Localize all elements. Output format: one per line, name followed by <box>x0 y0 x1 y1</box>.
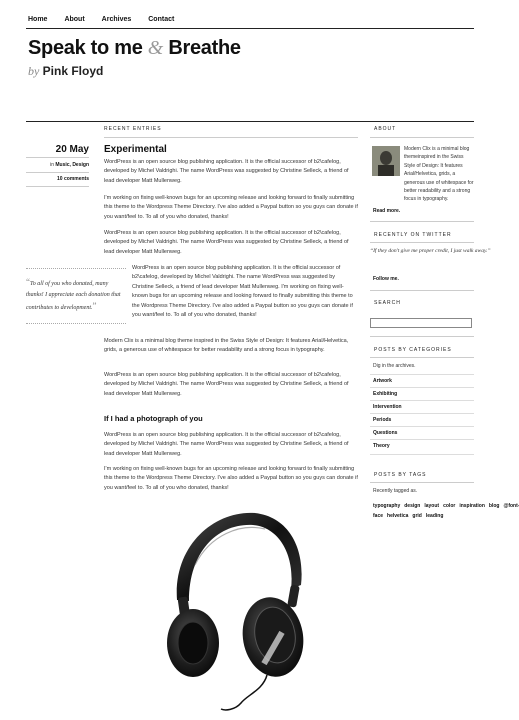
post-categories-links[interactable]: Music, Design <box>55 162 89 168</box>
post-paragraph-8: I'm working on fixing well-known bugs for an upcoming release and looking forward to finally submitting this theme to the Wordpress Theme Directory. I've also added a Paypal button so you guys can donate if you want/feel to. To all of you who donated, thanks! <box>104 466 358 491</box>
nav-divider <box>26 28 474 29</box>
category-divider-0 <box>370 374 474 375</box>
category-artwork-link[interactable]: Artwork <box>373 378 392 384</box>
category-divider-5 <box>370 439 474 440</box>
byline-by: by <box>28 64 40 78</box>
category-questions-link[interactable]: Questions <box>373 430 398 436</box>
search-heading: SEARCH <box>374 300 401 306</box>
search-end-divider <box>370 336 474 337</box>
post-paragraph-3: WordPress is an open source blog publishing application. It is the official successor of b2\cafelog, developed by Michel Valdrighi. The name WordPress was suggested by Christine Selleck, a friend of lead developer Matt Mullenweg. <box>104 230 349 255</box>
tag-link[interactable]: typography <box>373 503 401 509</box>
site-title[interactable] <box>28 37 241 60</box>
post-subheading: If I had a photograph of you <box>104 414 203 423</box>
tag-link[interactable]: grid <box>412 512 422 519</box>
site-title-part1: Speak to me <box>28 37 143 59</box>
header-divider <box>26 121 474 122</box>
post-comments <box>26 176 89 182</box>
category-intervention-link[interactable]: Intervention <box>373 404 402 410</box>
tweet-text: If they don't give me proper credit, I just walk away. <box>373 248 488 254</box>
tag-link[interactable]: inspiration <box>459 503 485 509</box>
entries-divider <box>104 137 358 138</box>
avatar-photo-icon <box>372 146 400 176</box>
meta-divider-3 <box>26 186 89 187</box>
about-end-divider <box>370 221 474 222</box>
byline-author: Pink Floyd <box>42 64 104 78</box>
site-byline <box>28 64 103 79</box>
twitter-divider <box>370 242 474 243</box>
categories-intro: Dig in the archives. <box>373 363 416 369</box>
about-text: Modern Clix is a minimal blog themeinspired in the Swiss Style of Design: It features Arial/Helvetica, grids, a generous use of whitespace for better readability and a strong focus in typography. <box>404 146 474 203</box>
tag-link[interactable]: layout <box>424 503 440 509</box>
follow-me-link[interactable]: Follow me. <box>373 276 399 282</box>
read-more-link[interactable]: Read more. <box>373 208 401 214</box>
about-divider <box>370 137 474 138</box>
tweet <box>370 248 491 254</box>
tags-heading: POSTS BY TAGS <box>374 472 427 478</box>
tag-link[interactable]: blog <box>488 503 500 509</box>
site-title-ampersand: & <box>147 37 164 59</box>
category-divider-3 <box>370 413 474 414</box>
open-quote-icon: “ <box>26 277 30 287</box>
nav-contact-link[interactable]: Contact <box>148 16 175 23</box>
post-comments-link[interactable]: 10 comments <box>57 176 89 182</box>
category-periods-link[interactable]: Periods <box>373 417 392 423</box>
category-divider-2 <box>370 400 474 401</box>
twitter-end-divider <box>370 290 474 291</box>
tags-intro: Recently tagged as. <box>373 488 418 494</box>
category-divider-6 <box>370 454 474 455</box>
category-divider-4 <box>370 426 474 427</box>
tag-link[interactable]: leading <box>425 512 444 519</box>
meta-divider-1 <box>26 157 89 158</box>
main-nav <box>28 16 191 23</box>
post-categories <box>26 162 89 168</box>
post-title[interactable]: Experimental <box>104 144 167 155</box>
pullquote-text: To all of you who donated, many thanks! I appreciate each donation that contributes to development. <box>26 281 121 311</box>
pullquote <box>26 268 126 324</box>
twitter-heading: RECENTLY ON TWITTER <box>374 232 452 238</box>
tag-link[interactable]: @font-face <box>373 503 519 519</box>
post-paragraph-2: I'm working on fixing well-known bugs for an upcoming release and looking forward to finally submitting this theme to the Wordpress Theme Directory. I've also added a Paypal button so you guys can donate if you want/feel to. To all of you who donated, thanks! <box>104 195 358 220</box>
headphones-image <box>155 505 315 715</box>
post-paragraph-4: WordPress is an open source blog publishing application. It is the official successor of b2\cafelog, developed by Michel Valdrighi. The name WordPress was suggested by Christine Selleck, a friend of lead developer Matt Mullenweg. I'm working on fixing well-known bugs for an upcoming release and looking forward to finally submitting this theme to the Wordpress Theme Directory. I've also added a Paypal button so you guys can donate if you want/feel to. To all of you who donated, thanks! <box>132 265 353 319</box>
post-paragraph-1: WordPress is an open source blog publishing application. It is the official successor of b2\cafelog, developed by Michel Valdrighi. The name WordPress was suggested by Christine Selleck, a friend of lead developer Matt Mullenweg. <box>104 159 349 184</box>
meta-divider-2 <box>26 172 89 173</box>
post-paragraph-5: Modern Clix is a minimal blog theme inspired in the Swiss Style of Design: It features Arial/Helvetica, grids, a generous use of whitespace for better readability and a strong focus in typography. <box>104 338 349 354</box>
tweet-close-quote-icon: ” <box>487 248 491 254</box>
tag-cloud <box>373 502 519 521</box>
tags-divider <box>370 482 474 483</box>
category-exhibiting-link[interactable]: Exhibiting <box>373 391 398 397</box>
nav-home-link[interactable]: Home <box>28 16 48 23</box>
tag-link[interactable]: color <box>443 503 456 509</box>
search-input[interactable] <box>370 318 472 328</box>
about-heading: ABOUT <box>374 126 397 132</box>
close-quote-icon: ” <box>92 301 97 311</box>
author-avatar <box>372 146 400 176</box>
recent-entries-heading: RECENT ENTRIES <box>104 126 162 132</box>
post-paragraph-7: WordPress is an open source blog publishing application. It is the official successor of b2\cafelog, developed by Michel Valdrighi. The name WordPress was suggested by Christine Selleck, a friend of lead developer Matt Mullenweg. <box>104 432 349 457</box>
category-theory-link[interactable]: Theory <box>373 443 390 449</box>
category-divider-1 <box>370 387 474 388</box>
tag-link[interactable]: helvetica <box>387 512 409 519</box>
nav-about-link[interactable]: About <box>64 16 85 23</box>
post-categories-label: in <box>50 162 54 168</box>
nav-archives-link[interactable]: Archives <box>101 16 132 23</box>
tweet-open-quote-icon: “ <box>370 248 374 254</box>
tag-link[interactable]: design <box>404 503 421 509</box>
site-title-part2: Breathe <box>168 37 241 59</box>
post-paragraph-6: WordPress is an open source blog publishing application. It is the official successor of b2\cafelog, developed by Michel Valdrighi. The name WordPress was suggested by Christine Selleck, a friend of lead developer Matt Mullenweg. <box>104 372 349 397</box>
categories-divider <box>370 357 474 358</box>
post-date: 20 May <box>55 144 89 155</box>
categories-heading: POSTS BY CATEGORIES <box>374 347 452 353</box>
